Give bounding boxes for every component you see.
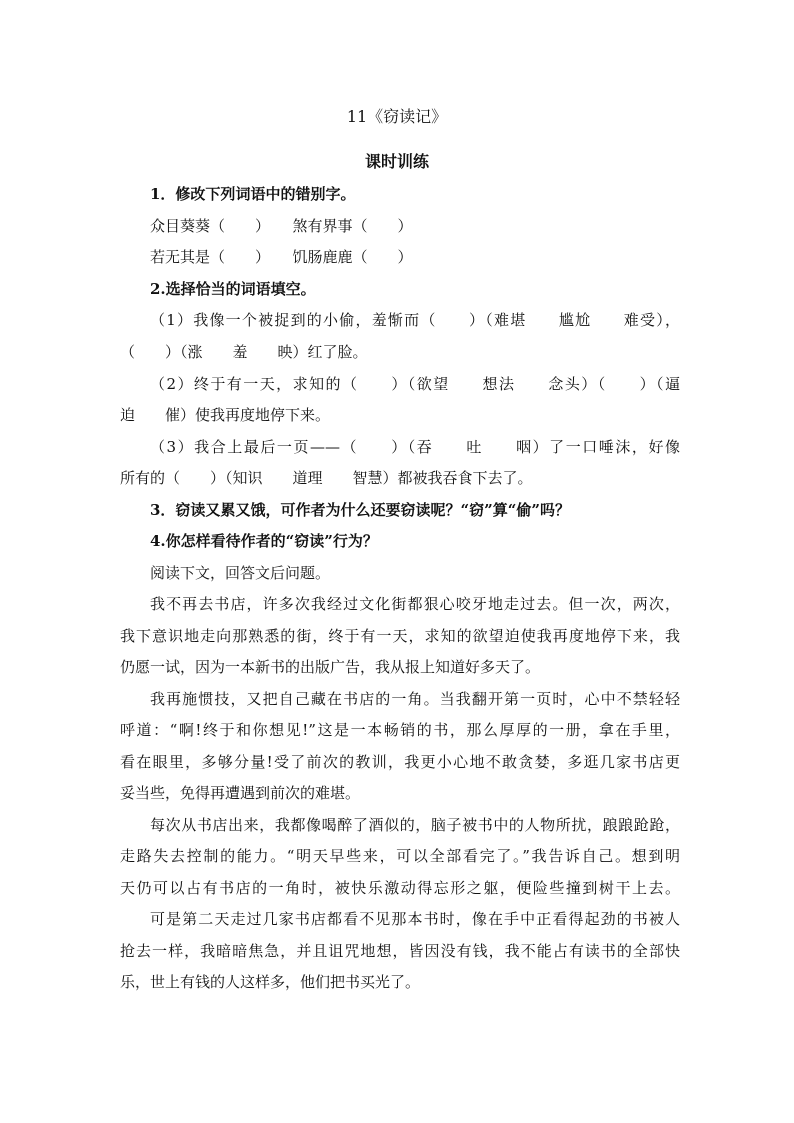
question-1-row-2: 若无其是（ ） 饥肠鹿鹿（ ） xyxy=(150,248,413,266)
question-2-item-1-line-2: （ ）（涨 羞 映）红了脸。 xyxy=(120,343,368,361)
passage-p4-line-2: 抢去一样，我暗暗焦急，并且诅咒地想，皆因没有钱，我不能占有读书的全部快 xyxy=(120,942,680,960)
question-2-item-1-line-1: （1）我像一个被捉到的小偷，羞惭而（ ）（难堪 尴尬 难受）， xyxy=(150,311,680,329)
passage-p2-line-3: 看在眼里，多够分量!受了前次的教训，我更小心地不敢贪婪，多逛几家书店更 xyxy=(120,753,680,771)
passage-p4-line-1: 可是第二天走过几家书店都看不见那本书时，像在手中正看得起劲的书被人 xyxy=(150,910,680,928)
passage-p3-line-1: 每次从书店出来，我都像喝醉了酒似的，脑子被书中的人物所扰，踉踉跄跄， xyxy=(150,816,680,834)
question-3: 3．窃读又累又饿，可作者为什么还要窃读呢？“窃”算“偷”吗？ xyxy=(150,501,570,519)
question-1-heading: 1．修改下列词语中的错别字。 xyxy=(150,185,356,203)
reading-instruction: 阅读下文，回答文后问题。 xyxy=(150,564,331,582)
passage-p1-line-1: 我不再去书店，许多次我经过文化街都狠心咬牙地走过去。但一次，两次， xyxy=(150,595,680,613)
question-2-heading: 2.选择恰当的词语填空。 xyxy=(150,280,316,298)
page-title: 11《窃读记》 xyxy=(346,107,448,126)
question-1-row-1: 众目葵葵（ ） 煞有界事（ ） xyxy=(150,217,413,235)
question-2-item-3-line-2: 所有的（ ）（知识 道理 智慧）都被我吞食下去了。 xyxy=(120,469,533,487)
passage-p3-line-2: 走路失去控制的能力。“明天早些来，可以全部看完了。”我告诉自己。想到明 xyxy=(120,847,680,865)
passage-p2-line-2: 呼道：“啊!终于和你想见!”这是一本畅销的书，那么厚厚的一册，拿在手里， xyxy=(120,721,680,739)
passage-p1-line-3: 仍愿一试，因为一本新书的出版广告，我从报上知道好多天了。 xyxy=(120,658,541,676)
passage-p3-line-3: 天仍可以占有书店的一角时，被快乐激动得忘形之躯，便险些撞到树干上去。 xyxy=(120,879,680,897)
passage-p4-line-3: 乐，世上有钱的人这样多，他们把书买光了。 xyxy=(120,973,421,991)
question-2-item-2-line-1: （2）终于有一天，求知的（ ）（欲望 想法 念头）（ ）（逼 xyxy=(150,375,680,393)
question-2-item-3-line-1: （3）我合上最后一页——（ ）（吞 吐 咽）了一口唾沫，好像 xyxy=(150,438,680,456)
question-2-item-2-line-2: 迫 催）使我再度地停下来。 xyxy=(120,406,331,424)
question-4: 4.你怎样看待作者的“窃读”行为？ xyxy=(150,532,378,550)
passage-p2-line-1: 我再施惯技，又把自己藏在书店的一角。当我翻开第一页时，心中不禁轻轻 xyxy=(150,690,680,708)
passage-p2-line-4: 妥当些，免得再遭遇到前次的难堪。 xyxy=(120,784,361,802)
passage-p1-line-2: 我下意识地走向那熟悉的街，终于有一天，求知的欲望迫使我再度地停下来，我 xyxy=(120,627,680,645)
page-subtitle: 课时训练 xyxy=(364,152,429,171)
